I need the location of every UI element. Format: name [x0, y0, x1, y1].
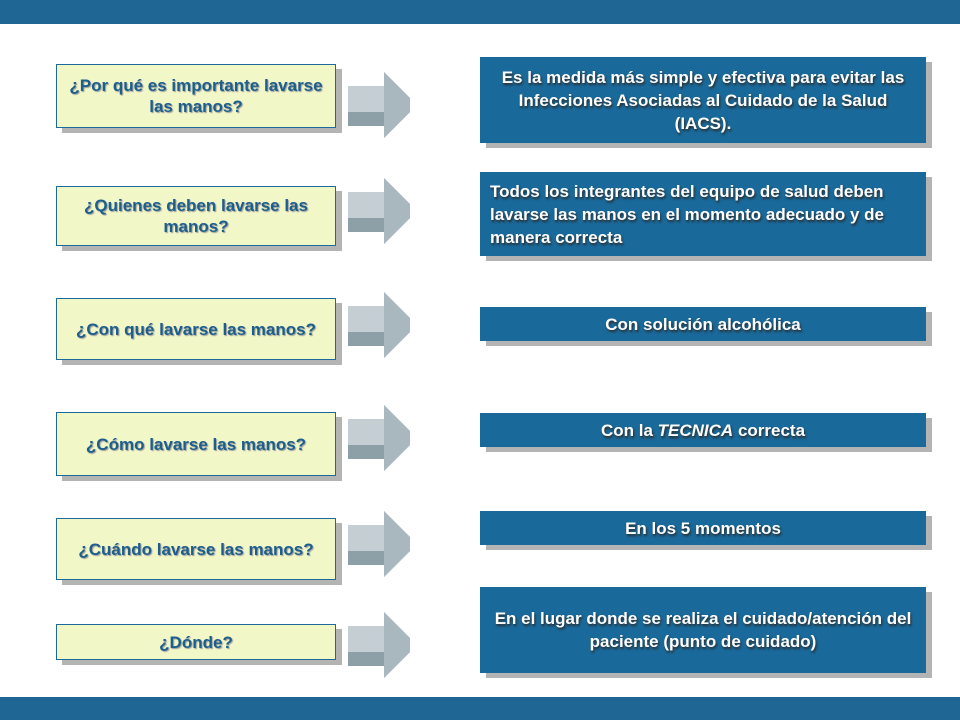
- arrow-right-icon: [346, 612, 412, 692]
- question-with-what: ¿Con qué lavarse las manos?: [56, 298, 336, 360]
- answer-when: En los 5 momentos: [480, 511, 926, 545]
- arrow-right-icon: [346, 292, 412, 372]
- answer-how: [480, 413, 926, 447]
- question-where: ¿Dónde?: [56, 624, 336, 660]
- answer-how-prefix: Con la: [600, 420, 653, 440]
- question-who: ¿Quienes deben lavarse las manos?: [56, 186, 336, 246]
- answer-with-what: Con solución alcohólica: [480, 307, 926, 341]
- arrow-right-icon: [346, 405, 412, 485]
- answer-who: Todos los integrantes del equipo de salud deben lavarse las manos en el momento adecuado y de manera correcta: [480, 172, 926, 256]
- arrow-right-icon: [346, 511, 412, 591]
- question-how: ¿Cómo lavarse las manos?: [56, 412, 336, 476]
- arrow-right-icon: [346, 178, 412, 258]
- arrow-right-icon: [346, 72, 412, 152]
- top-band: [0, 0, 960, 24]
- bottom-band: [0, 697, 960, 720]
- answer-where: En el lugar donde se realiza el cuidado/atención del paciente (punto de cuidado): [480, 587, 926, 673]
- answer-how-suffix: correcta: [737, 420, 806, 440]
- answer-how-emphasis: TECNICA: [657, 420, 734, 440]
- question-why: ¿Por qué es importante lavarse las manos?: [56, 64, 336, 128]
- answer-why: Es la medida más simple y efectiva para evitar las Infecciones Asociadas al Cuidado de la Salud (IACS).: [480, 57, 926, 143]
- question-when: ¿Cuándo lavarse las manos?: [56, 518, 336, 580]
